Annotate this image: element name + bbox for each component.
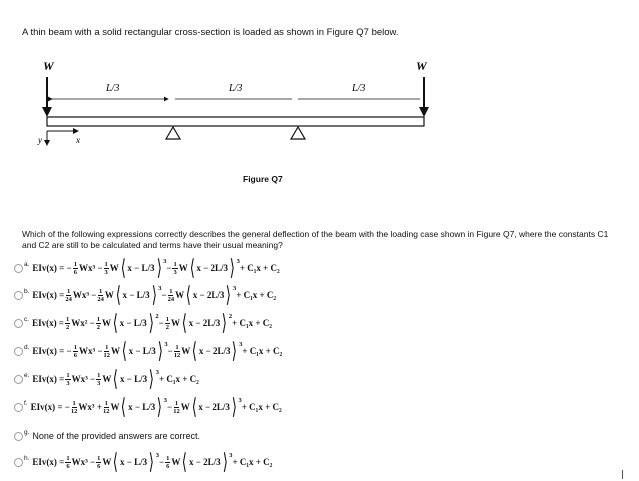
deflection-expression [32, 282, 277, 307]
macaulay-bracket-3 [190, 394, 242, 419]
coefficient-3-numerator: 1 [173, 260, 177, 268]
answer-option-g[interactable] [14, 428, 201, 441]
coefficient-3-denominator: 3 [173, 268, 177, 276]
integration-constants: + C₁x + C₂ [232, 457, 273, 467]
coefficient-1-denominator: 24 [65, 295, 72, 303]
macaulay-bracket-2-open: ⟨ [115, 282, 121, 307]
macaulay-bracket-2-inner: x − L/3 [119, 457, 148, 467]
radio-button[interactable] [14, 432, 23, 441]
macaulay-bracket-3-open: ⟨ [181, 310, 187, 335]
macaulay-bracket-3-close: ⟩ [222, 449, 228, 474]
beam-figure [30, 55, 450, 155]
macaulay-bracket-2-close: ⟩ [156, 394, 163, 419]
macaulay-bracket-3-open: ⟨ [182, 449, 188, 474]
coefficient-1 [73, 344, 78, 359]
macaulay-bracket-3-inner: x − 2L/3 [192, 290, 225, 300]
coefficient-2-denominator: 12 [102, 407, 110, 415]
macaulay-bracket-3 [180, 310, 233, 335]
coefficient-2 [103, 400, 110, 415]
coefficient-1-denominator: 12 [70, 407, 78, 415]
term-3: W [180, 402, 190, 412]
macaulay-bracket-2-open: ⟨ [113, 449, 119, 474]
macaulay-bracket-3-close: ⟩ [226, 282, 232, 307]
macaulay-bracket-2-open: ⟨ [112, 310, 118, 335]
deflection-expression [32, 310, 272, 335]
macaulay-bracket-2-power: 3 [155, 451, 159, 459]
radio-button[interactable] [14, 403, 23, 412]
question-intro: A thin beam with a solid rectangular cross-section is loaded as shown in Figure Q7 below. [22, 27, 399, 38]
macaulay-bracket-2-open: ⟨ [121, 394, 127, 419]
coefficient-1 [65, 372, 70, 387]
macaulay-bracket-2-power: 2 [155, 312, 159, 320]
axis-x-label: x [76, 135, 80, 145]
coefficient-2-numerator: 1 [96, 315, 101, 323]
coefficient-2-numerator: 1 [97, 454, 101, 462]
coefficient-2-denominator: 12 [103, 351, 111, 359]
term-1: Wx³ − [72, 290, 97, 300]
coefficient-3 [165, 455, 170, 470]
option-letter: f. [24, 399, 28, 407]
macaulay-bracket-2 [119, 255, 167, 280]
term-1: Wx³ − [78, 263, 103, 273]
radio-button[interactable] [14, 375, 23, 384]
term-3: W [175, 290, 185, 300]
term-2: W [104, 290, 114, 300]
option-letter: e. [24, 371, 30, 379]
macaulay-bracket-3-open: ⟨ [185, 282, 191, 307]
macaulay-bracket-2 [120, 338, 168, 363]
coefficient-3-denominator: 12 [173, 351, 181, 359]
coefficient-3 [173, 400, 180, 415]
term-1: Wx² − [71, 318, 95, 328]
macaulay-bracket-2-open: ⟨ [113, 366, 119, 391]
coefficient-1-numerator: 1 [66, 287, 71, 295]
term-3: W [181, 346, 191, 356]
operator: − [167, 402, 173, 412]
term-1: Wx³ − [71, 374, 96, 384]
integration-constants: + C₁x + C₂ [158, 374, 199, 384]
support-right [291, 127, 305, 139]
coefficient-1-denominator: 6 [73, 268, 77, 276]
macaulay-bracket-2-close: ⟩ [156, 255, 162, 280]
coefficient-1 [65, 455, 70, 470]
coefficient-1-denominator: 2 [65, 323, 70, 331]
macaulay-bracket-3-close: ⟩ [229, 255, 235, 280]
macaulay-bracket-2-inner: x − L/3 [128, 402, 156, 412]
coefficient-1-denominator: 6 [66, 462, 70, 470]
term-2: W [110, 402, 120, 412]
option-text: None of the provided answers are correct. [32, 431, 201, 441]
macaulay-bracket-2-open: ⟨ [121, 338, 127, 363]
term-2: W [102, 374, 112, 384]
macaulay-bracket-3-power: 2 [228, 312, 233, 320]
coefficient-3-numerator: 1 [166, 454, 170, 462]
macaulay-bracket-3-open: ⟨ [191, 394, 197, 419]
macaulay-bracket-2-power: 3 [163, 396, 168, 404]
integration-constants: + C₁x + C₂ [236, 290, 277, 300]
macaulay-bracket-2-inner: x − L/3 [122, 290, 150, 300]
macaulay-bracket-2-power: 3 [158, 284, 162, 292]
macaulay-bracket-3 [180, 449, 233, 474]
integration-constants: + C₁x + C₂ [232, 318, 272, 328]
span-label-2: L/3 [229, 83, 243, 94]
macaulay-bracket-3-close: ⟩ [231, 394, 237, 419]
macaulay-bracket-2-close: ⟩ [157, 338, 163, 363]
expression-lhs: EIv(x) = [32, 318, 64, 328]
deflection-expression [30, 394, 282, 419]
macaulay-bracket-2 [119, 394, 168, 419]
macaulay-bracket-2-power: 3 [155, 368, 159, 376]
coefficient-3-denominator: 24 [167, 295, 175, 303]
macaulay-bracket-2-inner: x − L/3 [119, 318, 147, 328]
macaulay-bracket-2 [111, 366, 159, 391]
term-2: W [111, 346, 121, 356]
answer-option-d[interactable] [14, 338, 283, 363]
term-2: W [102, 457, 112, 467]
macaulay-bracket-2-inner: x − L/3 [119, 374, 148, 384]
radio-button[interactable] [14, 458, 23, 467]
answer-option-h[interactable] [14, 449, 273, 474]
coefficient-1-numerator: 1 [66, 371, 70, 379]
macaulay-bracket-2 [114, 282, 162, 307]
question-text: Which of the following expressions correctly describes the general deflection of the beam with the loading case shown in Figure Q7, where the constants C1 and C2 are still to be calculated and terms have their usual meaning? [22, 229, 609, 250]
deflection-expression [32, 255, 280, 280]
term-3: W [171, 457, 181, 467]
operator: − [166, 263, 172, 273]
macaulay-bracket-2-power: 3 [163, 257, 167, 265]
option-letter: c. [24, 315, 30, 323]
operator: − [158, 318, 164, 328]
coefficient-3 [168, 288, 175, 303]
expression-lhs: EIv(x) = [32, 374, 65, 384]
coefficient-1 [71, 400, 78, 415]
macaulay-bracket-2-inner: x − L/3 [127, 263, 155, 273]
coefficient-3-denominator: 12 [173, 407, 180, 415]
deflection-expression [32, 338, 283, 363]
macaulay-bracket-2 [111, 449, 159, 474]
macaulay-bracket-3-power: 3 [229, 451, 233, 459]
expression-lhs: EIv(x) = − [32, 263, 72, 273]
load-right-label: W [416, 59, 427, 73]
operator: − [158, 457, 165, 467]
coefficient-2-denominator: 3 [104, 268, 108, 276]
macaulay-bracket-2-power: 3 [164, 340, 168, 348]
coefficient-2 [96, 455, 101, 470]
coefficient-3 [165, 316, 170, 331]
expression-lhs: EIv(x) = [32, 290, 65, 300]
coefficient-1-denominator: 3 [66, 379, 70, 387]
term-1: Wx³ − [71, 457, 96, 467]
option-letter: g. [24, 428, 30, 436]
text-cursor [622, 470, 623, 479]
operator: − [161, 290, 167, 300]
coefficient-1-numerator: 1 [72, 399, 76, 407]
answer-option-c[interactable] [14, 310, 272, 335]
coefficient-2-numerator: 1 [97, 371, 101, 379]
coefficient-3-numerator: 1 [165, 315, 169, 323]
load-left-label: W [43, 59, 54, 73]
coefficient-3-numerator: 1 [169, 287, 173, 295]
radio-button[interactable] [14, 291, 23, 300]
coefficient-3 [174, 344, 181, 359]
coefficient-1-numerator: 1 [66, 454, 70, 462]
term-2: W [102, 318, 112, 328]
macaulay-bracket-3-power: 3 [238, 396, 242, 404]
macaulay-bracket-3 [190, 338, 243, 363]
macaulay-bracket-3-power: 3 [232, 284, 237, 292]
term-3: W [171, 318, 180, 328]
term-2: W [109, 263, 119, 273]
option-letter: d. [24, 343, 30, 351]
radio-button[interactable] [14, 347, 23, 356]
coefficient-1-denominator: 6 [73, 351, 77, 359]
coefficient-2 [104, 261, 109, 276]
radio-button[interactable] [14, 319, 23, 328]
option-letter: b. [24, 287, 30, 295]
macaulay-bracket-3-inner: x − 2L/3 [188, 457, 221, 467]
integration-constants: + C₁x + C₂ [239, 263, 280, 273]
figure-caption: Figure Q7 [243, 174, 283, 184]
support-left [166, 127, 180, 139]
expression-lhs: EIv(x) = − [32, 346, 72, 356]
macaulay-bracket-3-inner: x − 2L/3 [188, 318, 221, 328]
coefficient-1 [65, 288, 72, 303]
coefficient-3 [172, 261, 177, 276]
coefficient-1-numerator: 1 [73, 343, 77, 351]
axis-y-label: y [38, 135, 42, 145]
macaulay-bracket-2-close: ⟩ [148, 449, 154, 474]
term-1: Wx³ + [78, 402, 102, 412]
macaulay-bracket-2-inner: x − L/3 [128, 346, 156, 356]
coefficient-2 [96, 316, 101, 331]
integration-constants: + C₁x + C₂ [241, 402, 282, 412]
macaulay-bracket-3-open: ⟨ [189, 255, 195, 280]
macaulay-bracket-3-close: ⟩ [221, 310, 228, 335]
macaulay-bracket-3 [184, 282, 237, 307]
coefficient-2-denominator: 24 [97, 295, 104, 303]
macaulay-bracket-2-close: ⟩ [148, 366, 154, 391]
expression-lhs: EIv(x) = [32, 457, 65, 467]
answer-option-a[interactable] [14, 255, 280, 280]
coefficient-2-denominator: 3 [97, 379, 101, 387]
coefficient-2 [104, 344, 111, 359]
macaulay-bracket-3-close: ⟩ [232, 338, 238, 363]
radio-button[interactable] [14, 264, 23, 273]
macaulay-bracket-2-close: ⟩ [148, 310, 154, 335]
coefficient-1-numerator: 1 [65, 315, 70, 323]
macaulay-bracket-2-open: ⟨ [120, 255, 126, 280]
deflection-expression [32, 449, 273, 474]
macaulay-bracket-2 [111, 310, 159, 335]
macaulay-bracket-3-power: 3 [239, 340, 243, 348]
coefficient-1-numerator: 1 [73, 260, 77, 268]
coefficient-1 [65, 316, 70, 331]
coefficient-3-numerator: 1 [175, 343, 179, 351]
span-label-3: L/3 [352, 83, 366, 94]
coefficient-3-denominator: 2 [165, 323, 169, 331]
macaulay-bracket-3 [188, 255, 240, 280]
expression-lhs: EIv(x) = − [30, 402, 70, 412]
macaulay-bracket-3-power: 3 [236, 257, 240, 265]
beam [47, 117, 424, 126]
coefficient-2-numerator: 1 [105, 343, 109, 351]
term-3: W [178, 263, 188, 273]
coefficient-2-denominator: 2 [96, 323, 101, 331]
coefficient-2 [96, 372, 101, 387]
coefficient-3-denominator: 6 [166, 462, 170, 470]
deflection-expression [32, 366, 199, 391]
operator: − [167, 346, 173, 356]
coefficient-2-denominator: 6 [97, 462, 101, 470]
macaulay-bracket-3-inner: x − 2L/3 [198, 346, 231, 356]
coefficient-2 [97, 288, 104, 303]
macaulay-bracket-3-inner: x − 2L/3 [198, 402, 230, 412]
coefficient-2-numerator: 1 [99, 287, 103, 295]
term-1: Wx³ − [78, 346, 103, 356]
answer-option-b[interactable] [14, 282, 277, 307]
coefficient-2-numerator: 1 [104, 260, 108, 268]
coefficient-2-numerator: 1 [104, 399, 108, 407]
macaulay-bracket-3-inner: x − 2L/3 [196, 263, 228, 273]
span-label-1: L/3 [106, 83, 120, 94]
macaulay-bracket-2-close: ⟩ [151, 282, 157, 307]
option-letter: h. [24, 454, 30, 462]
coefficient-1 [73, 261, 78, 276]
answer-option-e[interactable] [14, 366, 199, 391]
integration-constants: + C₁x + C₂ [242, 346, 283, 356]
macaulay-bracket-3-open: ⟨ [191, 338, 198, 363]
option-letter: a. [24, 260, 30, 268]
coefficient-3-numerator: 1 [174, 399, 179, 407]
answer-option-f[interactable] [14, 394, 282, 419]
